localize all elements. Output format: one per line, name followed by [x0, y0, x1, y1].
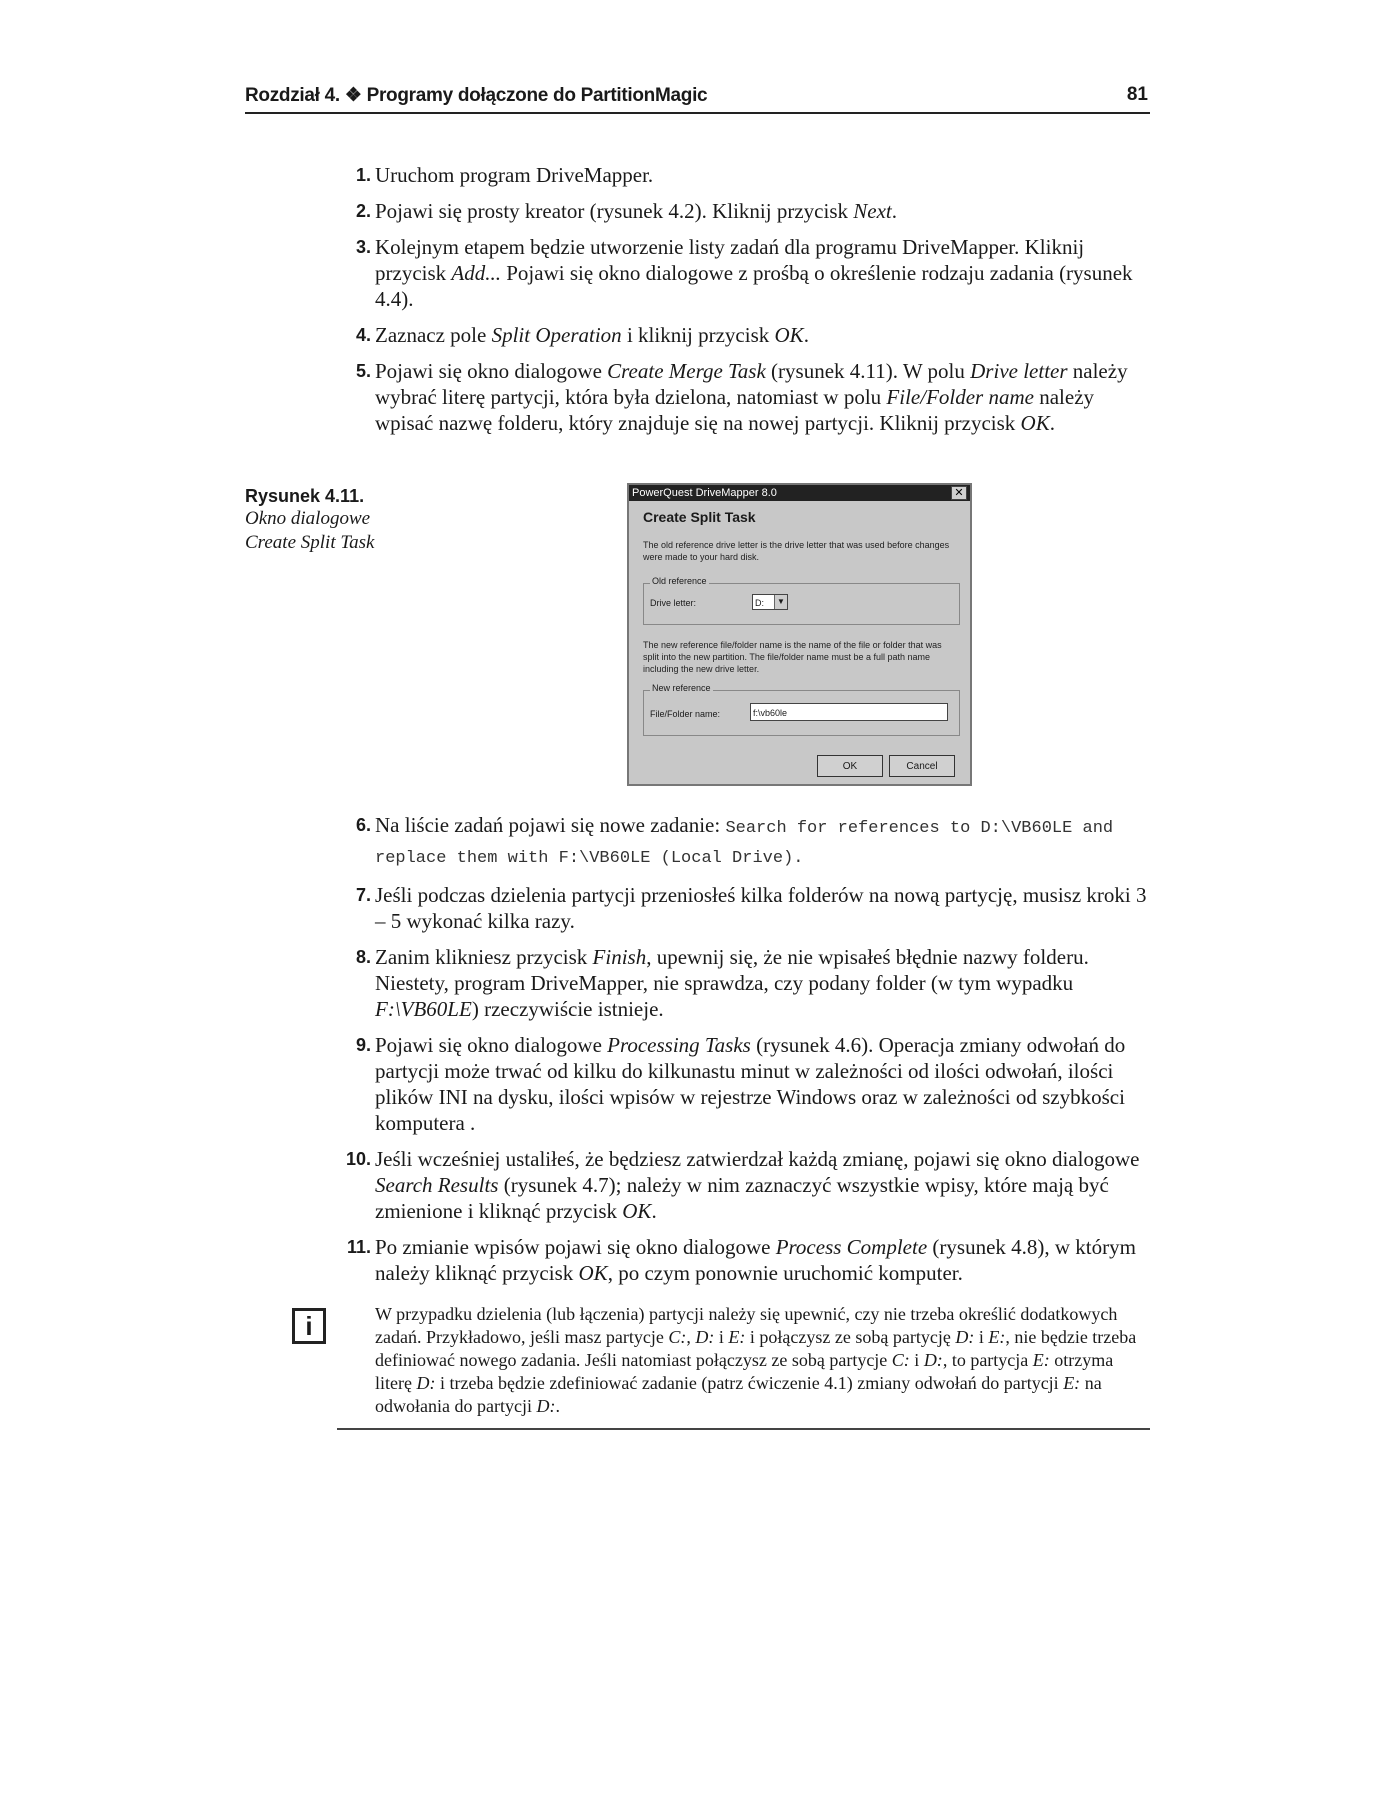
- step-item: [345, 1234, 1155, 1286]
- step-emphasis: OK: [622, 1199, 652, 1223]
- note-emphasis: E:: [728, 1327, 746, 1347]
- note-text: otrzyma literę: [375, 1350, 1114, 1393]
- step-text: Po zmianie wpisów pojawi się okno dialogowe: [375, 1235, 776, 1259]
- step-emphasis: Processing Tasks: [607, 1033, 751, 1057]
- figure-desc-line1: Okno dialogowe: [245, 508, 371, 529]
- step-text: .: [891, 199, 897, 223]
- note-text: i trzeba będzie zdefiniować zadanie (patrz ćwiczenie 4.1) zmiany odwołań do partycji: [435, 1373, 1064, 1393]
- step-item: [345, 198, 1155, 224]
- page-number: 81: [1126, 84, 1148, 105]
- note-divider: [337, 1428, 1150, 1430]
- note-text: i: [714, 1327, 729, 1347]
- note-text: i połączysz ze sobą partycję: [745, 1327, 956, 1347]
- close-icon[interactable]: ✕: [951, 486, 967, 500]
- step-emphasis: Create Merge Task: [607, 359, 766, 383]
- step-emphasis: OK: [1020, 411, 1050, 435]
- dialog-heading: Create Split Task: [643, 509, 756, 525]
- step-number: 7.: [355, 885, 371, 905]
- file-folder-label: File/Folder name:: [650, 709, 721, 719]
- step-item: [345, 322, 1155, 348]
- step-text: Jeśli wcześniej ustaliłeś, że będziesz zatwierdzał każdą zmianę, pojawi się okno dialogowe: [375, 1147, 1140, 1171]
- step-text: (rysunek 4.7); należy w nim zaznaczyć wszystkie wpisy, które mają być zmienione i kliknąć przycisk: [375, 1173, 1109, 1223]
- info-note: [375, 1303, 1150, 1418]
- step-emphasis: OK: [774, 323, 804, 347]
- step-emphasis: Add...: [451, 261, 501, 285]
- note-emphasis: D:: [923, 1350, 943, 1370]
- step-number: 9.: [355, 1035, 371, 1055]
- cancel-button[interactable]: Cancel: [889, 755, 955, 777]
- step-text: Zanim klikniesz przycisk: [375, 945, 593, 969]
- step-text: .: [651, 1199, 657, 1223]
- step-text: Na liście zadań pojawi się nowe zadanie:: [375, 813, 726, 837]
- step-code: Search for references to D:\VB60LE and replace them with F:\VB60LE (Local Drive).: [375, 819, 1114, 868]
- step-emphasis: Finish: [592, 945, 647, 969]
- step-item: [345, 944, 1155, 1022]
- dialog-new-text: The new reference file/folder name is the name of the file or folder that was split into the new partition. The file/folder name must be a full path name including the new drive letter.: [643, 640, 942, 674]
- create-split-task-dialog: [627, 483, 972, 786]
- step-text: , upewnij się, że nie wpisałeś błędnie nazwy folderu. Niestety, program DriveMapper, nie sprawdza, czy podany folder (w tym wypadku: [375, 945, 1089, 995]
- running-header: [245, 84, 1150, 114]
- step-emphasis: F:\VB60LE: [375, 997, 472, 1021]
- step-number: 6.: [355, 815, 371, 835]
- note-emphasis: E:: [988, 1327, 1006, 1347]
- note-text: W przypadku dzielenia (lub łączenia) partycji należy się upewnić, czy nie trzeba określić dodatkowych zadań. Przykładowo, jeśli masz partycje: [375, 1304, 1118, 1347]
- info-icon: i: [292, 1308, 326, 1344]
- step-number: 3.: [355, 237, 371, 257]
- file-folder-input[interactable]: f:\vb60le: [750, 703, 948, 721]
- step-text: i kliknij przycisk: [621, 323, 775, 347]
- step-emphasis: Drive letter: [970, 359, 1068, 383]
- figure-label: Rysunek 4.11.: [245, 486, 365, 506]
- new-reference-label: New reference: [652, 683, 711, 693]
- note-emphasis: D:: [416, 1373, 436, 1393]
- step-number: 4.: [355, 325, 371, 345]
- step-text: Pojawi się okno dialogowe: [375, 359, 608, 383]
- step-number: 11.: [346, 1237, 371, 1257]
- note-emphasis: D:: [955, 1327, 975, 1347]
- note-text: .: [555, 1396, 560, 1416]
- step-text: Kolejnym etapem będzie utworzenie listy zadań dla programu DriveMapper. Kliknij przycisk: [375, 235, 1085, 285]
- step-text: Pojawi się okno dialogowe z prośbą o określenie rodzaju zadania (rysunek 4.4).: [375, 261, 1133, 311]
- step-text: , po czym ponownie uruchomić komputer.: [607, 1261, 963, 1285]
- step-number: 5.: [355, 361, 371, 381]
- step-text: (rysunek 4.8), w którym należy kliknąć przycisk: [375, 1235, 1136, 1285]
- step-item: [345, 882, 1155, 934]
- note-text: i: [974, 1327, 989, 1347]
- step-text: ) rzeczywiście istnieje.: [471, 997, 664, 1021]
- figure-desc-line2: Create Split Task: [245, 532, 375, 553]
- new-reference-group: [643, 683, 960, 736]
- note-text: , nie będzie trzeba definiować nowego zadania. Jeśli natomiast połączysz ze sobą partycje: [375, 1327, 1137, 1370]
- step-text: Zaznacz pole: [375, 323, 492, 347]
- step-emphasis: Next: [853, 199, 892, 223]
- chevron-down-icon[interactable]: ▼: [774, 595, 787, 609]
- dialog-titlebar: [629, 485, 970, 501]
- step-text: Jeśli podczas dzielenia partycji przeniosłeś kilka folderów na nową partycję, musisz kroki 3 – 5 wykonać kilka razy.: [375, 883, 1147, 933]
- step-item: [345, 234, 1155, 312]
- steps-list-first: [345, 162, 1155, 446]
- note-text: ,: [686, 1327, 696, 1347]
- note-text: , to partycja: [942, 1350, 1033, 1370]
- step-text: Uruchom program DriveMapper.: [375, 163, 654, 187]
- dialog-intro-text: The old reference drive letter is the drive letter that was used before changes were made to your hard disk.: [643, 540, 950, 562]
- step-item: [345, 358, 1155, 436]
- step-number: 1.: [355, 165, 371, 185]
- step-emphasis: File/Folder name: [886, 385, 1034, 409]
- steps-list-second: [345, 812, 1155, 1296]
- step-item: [345, 162, 1155, 188]
- note-emphasis: D:: [536, 1396, 556, 1416]
- note-emphasis: E:: [1032, 1350, 1050, 1370]
- step-text: Pojawi się okno dialogowe: [375, 1033, 608, 1057]
- chapter-title: Rozdział 4. ❖ Programy dołączone do PartitionMagic: [245, 85, 708, 106]
- step-number: 2.: [355, 201, 371, 221]
- note-text: i: [909, 1350, 924, 1370]
- dialog-window-title: PowerQuest DriveMapper 8.0: [632, 487, 777, 499]
- step-emphasis: Process Complete: [775, 1235, 928, 1259]
- note-emphasis: D:: [695, 1327, 715, 1347]
- note-text: na odwołania do partycji: [375, 1373, 1102, 1416]
- step-emphasis: OK: [578, 1261, 608, 1285]
- drive-letter-label: Drive letter:: [650, 598, 697, 608]
- step-text: (rysunek 4.11). W polu: [765, 359, 971, 383]
- drive-letter-value: D:: [755, 598, 764, 608]
- note-emphasis: C:: [891, 1350, 910, 1370]
- old-reference-label: Old reference: [652, 576, 707, 586]
- step-text: .: [1049, 411, 1055, 435]
- step-item: [345, 1032, 1155, 1136]
- step-text: .: [803, 323, 809, 347]
- step-text: (rysunek 4.6). Operacja zmiany odwołań do partycji może trwać od kilku do kilkunastu minut w zależności od ilości odwołań, ilości plików INI na dysku, ilości wpisów w rejestrze Windows oraz w zależności od szybkości komputera .: [375, 1033, 1126, 1135]
- step-number: 10.: [345, 1149, 371, 1169]
- drive-letter-select[interactable]: [752, 594, 788, 610]
- step-emphasis: Search Results: [375, 1173, 499, 1197]
- figure-caption: [245, 486, 445, 555]
- step-number: 8.: [355, 947, 371, 967]
- note-emphasis: E:: [1063, 1373, 1081, 1393]
- note-emphasis: C:: [668, 1327, 687, 1347]
- step-text: należy wybrać literę partycji, która była dzielona, natomiast w polu: [375, 359, 1128, 409]
- step-text: Pojawi się prosty kreator (rysunek 4.2). Kliknij przycisk: [375, 199, 854, 223]
- step-item: [345, 812, 1155, 872]
- old-reference-group: [643, 576, 960, 625]
- step-item: [345, 1146, 1155, 1224]
- ok-button[interactable]: OK: [817, 755, 883, 777]
- step-text: należy wpisać nazwę folderu, który znajduje się na nowej partycji. Kliknij przycisk: [375, 385, 1095, 435]
- step-emphasis: Split Operation: [491, 323, 622, 347]
